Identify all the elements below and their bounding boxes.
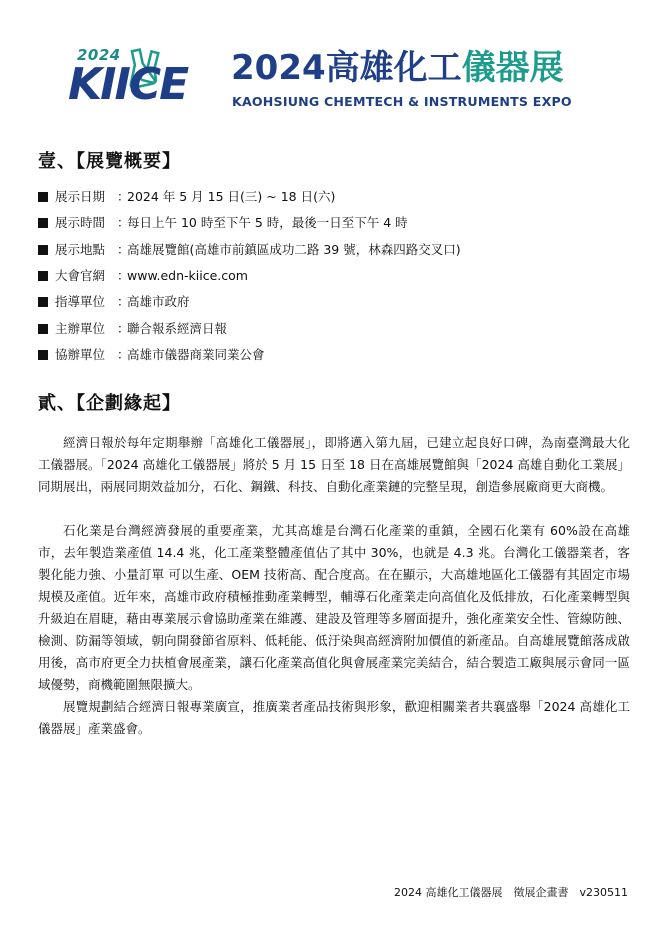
- item-value: 高雄市儀器商業同業公會: [127, 346, 265, 362]
- square-bullet-icon: [38, 192, 48, 202]
- page-header: [68, 38, 628, 118]
- paragraph: 展覽規劃結合經濟日報專業廣宣，推廣業者產品技術與形象，歡迎相關業者共襄盛舉「2024 高雄化工儀器展」產業盛會。: [38, 699, 630, 736]
- square-bullet-icon: [38, 245, 48, 255]
- square-bullet-icon: [38, 324, 48, 334]
- paragraph: 石化業是台灣經濟發展的重要產業，尤其高雄是台灣石化產業的重鎮，全國石化業有 60%設在高雄市，去年製造業產值 14.4 兆，化工產業整體產值佔了其中 30%，也就是 4.3 兆。台灣化工儀器業者，客製化能力強、小量訂單 可以生產、OEM 技術高、配合度高。在在顯示，大高雄地區化工儀器有其固定市場規模及產值。近年來，高雄市政府積極推動產業轉型，輔導石化產業走向高值化及低排放，石化產業轉型與升級迫在眉睫，藉由專業展示會協助產業在維護、建設及管理等多層面提升，強化產業安全性、管線防蝕、檢測、防漏等領域，朝向開發節省原料、低耗能、低汙染與高經濟附加價值的新產品。自高雄展覽館落成啟用後，高市府更全力扶植會展產業，讓石化產業高值化與會展產業完美結合，結合製造工廠與展示會同一區域優勢，商機範圍無限擴大。: [38, 523, 630, 692]
- page-footer: 2024 高雄化工儀器展 徵展企畫書 v230511: [394, 886, 628, 899]
- section-heading-origin: 貳、【企劃緣起】: [38, 393, 181, 414]
- expo-title: [231, 48, 564, 88]
- overview-list: [38, 184, 461, 368]
- website-link[interactable]: www.edn-kiice.com: [127, 268, 248, 284]
- list-item: 展示時間 ： 每日上午 10 時至下午 5 時，最後一日至下午 4 時: [38, 210, 461, 236]
- list-item: 協辦單位 ： 高雄市儀器商業同業公會: [38, 342, 461, 368]
- list-item: 主辦單位 ： 聯合報系經濟日報: [38, 315, 461, 341]
- item-value: 每日上午 10 時至下午 5 時，最後一日至下午 4 時: [127, 215, 408, 231]
- square-bullet-icon: [38, 350, 48, 360]
- item-label: 展示日期: [55, 189, 106, 205]
- item-label: 展示時間: [55, 215, 106, 231]
- paragraph: 經濟日報於每年定期舉辦「高雄化工儀器展」，即將邁入第九屆，已建立起良好口碑，為南臺灣最大化工儀器展。「2024 高雄化工儀器展」將於 5 月 15 日至 18 日在高雄展覽館與「2024 高雄自動化工業展」同期展出，兩展同期效益加分，石化、鋼鐵、科技、自動化產業鏈的完整呈現，創造參展廠商更大商機。: [38, 435, 630, 494]
- item-label: 協辦單位: [55, 346, 106, 362]
- item-label: 大會官網: [55, 268, 106, 284]
- item-value: 2024 年 5 月 15 日(三) ~ 18 日(六): [127, 189, 336, 205]
- logo-year: 2024: [77, 46, 121, 64]
- expo-title-main: 2024高雄化工: [231, 48, 462, 88]
- item-value: 高雄展覽館(高雄市前鎮區成功二路 39 號，林森四路交叉口): [127, 241, 461, 257]
- item-value: 聯合報系經濟日報: [127, 320, 228, 336]
- item-label: 指導單位: [55, 294, 106, 310]
- list-item: 展示日期 ： 2024 年 5 月 15 日(三) ~ 18 日(六): [38, 184, 461, 210]
- list-item: 指導單位 ： 高雄市政府: [38, 289, 461, 315]
- section-heading-overview: 壹、【展覽概要】: [38, 151, 181, 172]
- item-label: 主辦單位: [55, 320, 106, 336]
- list-item: 展示地點 ： 高雄展覽館(高雄市前鎮區成功二路 39 號，林森四路交叉口): [38, 237, 461, 263]
- list-item: 大會官網 ： www.edn-kiice.com: [38, 263, 461, 289]
- expo-title-english: KAOHSIUNG CHEMTECH & INSTRUMENTS EXPO: [232, 94, 572, 109]
- item-label: 展示地點: [55, 241, 106, 257]
- kiice-logo: [68, 38, 226, 116]
- expo-title-accent: 儀器展: [461, 48, 564, 88]
- square-bullet-icon: [38, 271, 48, 281]
- square-bullet-icon: [38, 297, 48, 307]
- logo-word: KIICE: [68, 59, 188, 110]
- square-bullet-icon: [38, 218, 48, 228]
- item-value: 高雄市政府: [127, 294, 190, 310]
